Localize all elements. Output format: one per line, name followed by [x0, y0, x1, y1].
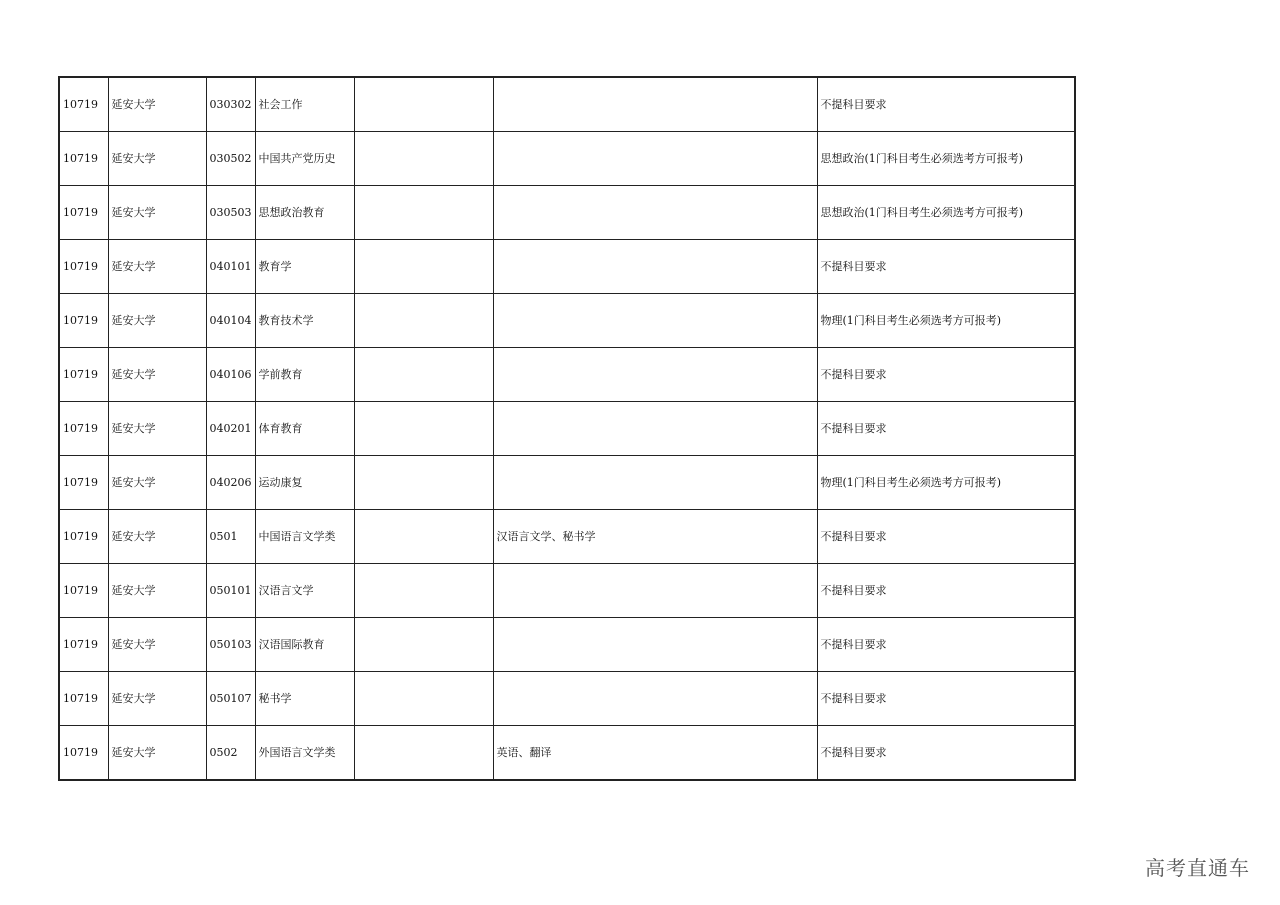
- major-name-cell: 运动康复: [255, 456, 354, 510]
- included-majors-cell: [493, 294, 817, 348]
- blank-cell: [354, 348, 493, 402]
- included-majors-cell: [493, 402, 817, 456]
- school-name-cell: 延安大学: [108, 510, 206, 564]
- major-code-cell: 030302: [206, 77, 255, 132]
- blank-cell: [354, 672, 493, 726]
- included-majors-cell: [493, 456, 817, 510]
- school-code-cell: 10719: [59, 186, 108, 240]
- school-name-cell: 延安大学: [108, 456, 206, 510]
- school-code-cell: 10719: [59, 77, 108, 132]
- blank-cell: [354, 77, 493, 132]
- school-code-cell: 10719: [59, 564, 108, 618]
- school-code-cell: 10719: [59, 348, 108, 402]
- table-row: [59, 726, 1075, 781]
- school-code-cell: 10719: [59, 618, 108, 672]
- subject-requirement-cell: 物理(1门科目考生必须选考方可报考): [817, 456, 1075, 510]
- table-row: [59, 564, 1075, 618]
- major-code-cell: 040201: [206, 402, 255, 456]
- included-majors-cell: [493, 672, 817, 726]
- subject-requirement-cell: 物理(1门科目考生必须选考方可报考): [817, 294, 1075, 348]
- subject-requirement-cell: 不提科目要求: [817, 618, 1075, 672]
- major-name-cell: 汉语国际教育: [255, 618, 354, 672]
- major-name-cell: 外国语言文学类: [255, 726, 354, 781]
- major-name-cell: 思想政治教育: [255, 186, 354, 240]
- major-name-cell: 汉语言文学: [255, 564, 354, 618]
- subject-requirement-table: [58, 76, 1076, 781]
- blank-cell: [354, 510, 493, 564]
- school-name-cell: 延安大学: [108, 564, 206, 618]
- table-row: [59, 186, 1075, 240]
- school-code-cell: 10719: [59, 402, 108, 456]
- included-majors-cell: [493, 132, 817, 186]
- blank-cell: [354, 456, 493, 510]
- school-code-cell: 10719: [59, 510, 108, 564]
- major-name-cell: 秘书学: [255, 672, 354, 726]
- major-code-cell: 050101: [206, 564, 255, 618]
- major-code-cell: 0502: [206, 726, 255, 781]
- subject-requirement-cell: 思想政治(1门科目考生必须选考方可报考): [817, 186, 1075, 240]
- major-name-cell: 体育教育: [255, 402, 354, 456]
- subject-requirement-cell: 不提科目要求: [817, 672, 1075, 726]
- school-name-cell: 延安大学: [108, 77, 206, 132]
- included-majors-cell: [493, 77, 817, 132]
- major-code-cell: 040106: [206, 348, 255, 402]
- major-code-cell: 0501: [206, 510, 255, 564]
- major-code-cell: 030503: [206, 186, 255, 240]
- subject-requirement-cell: 不提科目要求: [817, 348, 1075, 402]
- school-code-cell: 10719: [59, 132, 108, 186]
- blank-cell: [354, 726, 493, 781]
- subject-requirement-cell: 不提科目要求: [817, 402, 1075, 456]
- school-name-cell: 延安大学: [108, 618, 206, 672]
- subject-requirement-cell: 不提科目要求: [817, 564, 1075, 618]
- table-row: [59, 456, 1075, 510]
- included-majors-cell: 英语、翻译: [493, 726, 817, 781]
- table-body: [59, 77, 1075, 780]
- table-row: [59, 132, 1075, 186]
- major-code-cell: 030502: [206, 132, 255, 186]
- included-majors-cell: [493, 240, 817, 294]
- major-name-cell: 学前教育: [255, 348, 354, 402]
- major-name-cell: 教育技术学: [255, 294, 354, 348]
- included-majors-cell: [493, 186, 817, 240]
- major-code-cell: 050107: [206, 672, 255, 726]
- table-row: [59, 240, 1075, 294]
- school-name-cell: 延安大学: [108, 348, 206, 402]
- table-row: [59, 294, 1075, 348]
- major-name-cell: 教育学: [255, 240, 354, 294]
- major-code-cell: 050103: [206, 618, 255, 672]
- major-name-cell: 社会工作: [255, 77, 354, 132]
- school-name-cell: 延安大学: [108, 726, 206, 781]
- included-majors-cell: [493, 618, 817, 672]
- school-name-cell: 延安大学: [108, 672, 206, 726]
- included-majors-cell: [493, 348, 817, 402]
- school-name-cell: 延安大学: [108, 186, 206, 240]
- subject-requirement-cell: 不提科目要求: [817, 240, 1075, 294]
- subject-requirement-cell: 不提科目要求: [817, 77, 1075, 132]
- table-row: [59, 402, 1075, 456]
- table-row: [59, 510, 1075, 564]
- table-row: [59, 618, 1075, 672]
- subject-requirement-cell: 思想政治(1门科目考生必须选考方可报考): [817, 132, 1075, 186]
- major-name-cell: 中国语言文学类: [255, 510, 354, 564]
- included-majors-cell: [493, 564, 817, 618]
- subject-requirement-cell: 不提科目要求: [817, 510, 1075, 564]
- subject-requirement-cell: 不提科目要求: [817, 726, 1075, 781]
- major-name-cell: 中国共产党历史: [255, 132, 354, 186]
- blank-cell: [354, 618, 493, 672]
- major-code-cell: 040206: [206, 456, 255, 510]
- blank-cell: [354, 240, 493, 294]
- table-row: [59, 348, 1075, 402]
- blank-cell: [354, 294, 493, 348]
- major-code-cell: 040104: [206, 294, 255, 348]
- school-code-cell: 10719: [59, 726, 108, 781]
- school-code-cell: 10719: [59, 456, 108, 510]
- blank-cell: [354, 186, 493, 240]
- watermark-logo-text: 高考直通车: [1145, 856, 1250, 880]
- table-row: [59, 77, 1075, 132]
- school-name-cell: 延安大学: [108, 240, 206, 294]
- blank-cell: [354, 132, 493, 186]
- table-row: [59, 672, 1075, 726]
- school-name-cell: 延安大学: [108, 294, 206, 348]
- blank-cell: [354, 402, 493, 456]
- school-name-cell: 延安大学: [108, 402, 206, 456]
- school-code-cell: 10719: [59, 240, 108, 294]
- included-majors-cell: 汉语言文学、秘书学: [493, 510, 817, 564]
- major-code-cell: 040101: [206, 240, 255, 294]
- blank-cell: [354, 564, 493, 618]
- school-code-cell: 10719: [59, 294, 108, 348]
- school-name-cell: 延安大学: [108, 132, 206, 186]
- school-code-cell: 10719: [59, 672, 108, 726]
